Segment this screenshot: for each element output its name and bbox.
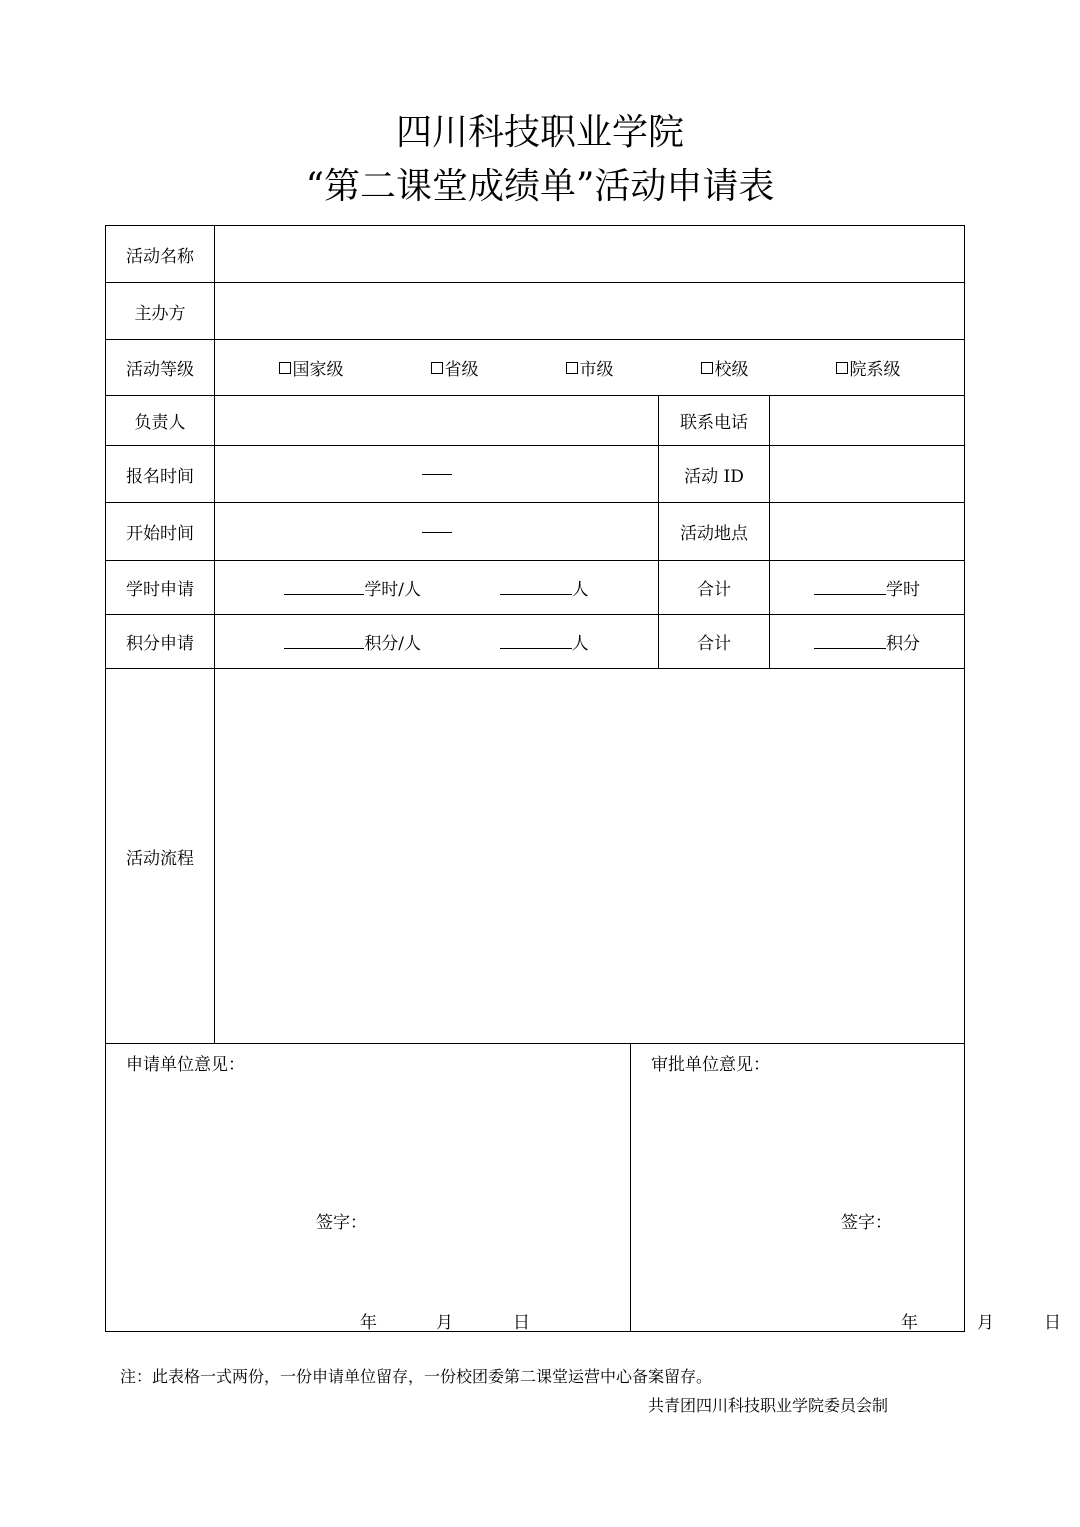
applicant-month-label: 月 [436,1313,453,1333]
location-field[interactable] [770,503,965,561]
approver-signature-label: 签字： [841,1213,892,1233]
hours-total-field: 学时 [770,561,965,615]
form-title-line2: “第二课堂成绩单”活动申请表 [305,166,775,207]
dash-separator [422,474,452,475]
hours-persons-blank[interactable] [500,578,572,595]
start-time-field[interactable] [215,503,659,561]
phone-label: 联系电话 [659,396,770,446]
checkbox-icon[interactable] [431,362,443,374]
checkbox-icon[interactable] [566,362,578,374]
start-time-label: 开始时间 [106,503,215,561]
hours-total-blank[interactable] [814,578,886,595]
leader-field[interactable] [215,396,659,446]
location-label: 活动地点 [659,503,770,561]
checkbox-icon[interactable] [836,362,848,374]
approver-opinion-label: 审批单位意见： [651,1055,770,1075]
dash-separator [422,532,452,533]
points-total-field: 积分 [770,615,965,669]
activity-id-field[interactable] [770,446,965,503]
activity-id-label: 活动 ID [659,446,770,503]
process-field[interactable] [215,669,965,1044]
points-per-person: 积分/人 [284,629,421,654]
hours-label: 学时申请 [106,561,215,615]
approver-day-label: 日 [1044,1313,1061,1333]
level-option-national[interactable]: 国家级 [279,355,344,380]
approver-month-label: 月 [977,1313,994,1333]
hours-persons: 人 [500,575,589,600]
checkbox-icon[interactable] [279,362,291,374]
approver-year-label: 年 [901,1313,918,1333]
points-total-blank[interactable] [814,632,886,649]
points-label: 积分申请 [106,615,215,669]
level-option-provincial[interactable]: 省级 [431,355,479,380]
approver-opinion-cell[interactable] [631,1044,1061,1333]
points-request-field [215,615,659,669]
footnote: 注：此表格一式两份，一份申请单位留存，一份校团委第二课堂运营中心备案留存。 [120,1367,713,1386]
applicant-opinion-label: 申请单位意见： [126,1055,245,1075]
process-label: 活动流程 [106,669,215,1044]
signup-time-field[interactable] [215,446,659,503]
checkbox-icon[interactable] [701,362,713,374]
phone-field[interactable] [770,396,965,446]
activity-name-label: 活动名称 [106,226,215,283]
level-label: 活动等级 [106,340,215,396]
points-persons-blank[interactable] [500,632,572,649]
hours-total-label: 合计 [659,561,770,615]
level-options [215,340,965,396]
signup-time-label: 报名时间 [106,446,215,503]
level-option-department[interactable]: 院系级 [836,355,901,380]
issuing-organization: 共青团四川科技职业学院委员会制 [648,1396,889,1415]
applicant-day-label: 日 [513,1313,530,1333]
applicant-year-label: 年 [360,1313,377,1333]
applicant-opinion-cell[interactable] [106,1044,631,1332]
level-option-city[interactable]: 市级 [566,355,614,380]
hours-per-person-blank[interactable] [284,578,364,595]
level-option-school[interactable]: 校级 [701,355,749,380]
points-persons: 人 [500,629,589,654]
points-per-person-blank[interactable] [284,632,364,649]
applicant-signature-label: 签字： [316,1213,367,1233]
activity-name-field[interactable] [215,226,965,283]
application-form-table [105,225,1061,1333]
hours-request-field [215,561,659,615]
leader-label: 负责人 [106,396,215,446]
points-total-label: 合计 [659,615,770,669]
organizer-field[interactable] [215,283,965,340]
form-title-line1: 四川科技职业学院 [395,112,684,153]
organizer-label: 主办方 [106,283,215,340]
hours-per-person: 学时/人 [284,575,421,600]
